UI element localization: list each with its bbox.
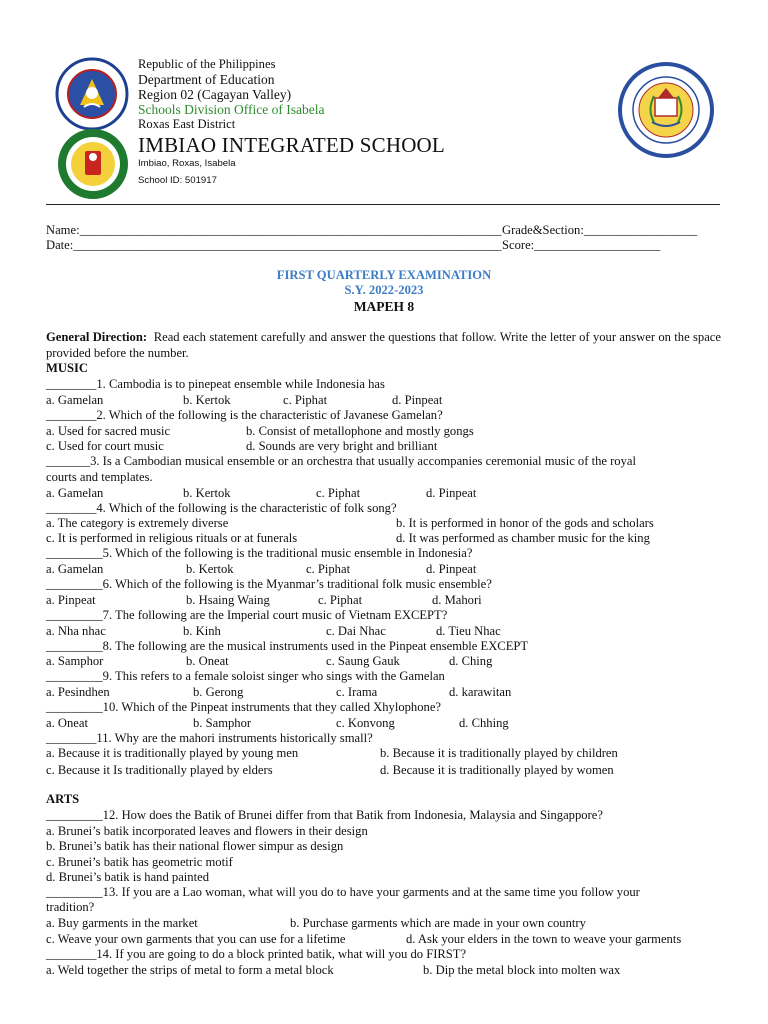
direction-label: General Direction: — [46, 330, 148, 344]
question-9: _________9. This refers to a female soloist singer who sings with the Gamelan — [46, 669, 445, 683]
question-12-choice-c: c. Brunei’s batik has geometric motif — [46, 855, 233, 869]
header-department: Department of Education — [138, 72, 275, 87]
question-1-choice-c: c. Piphat — [283, 393, 328, 407]
question-3: _______3. Is a Cambodian musical ensemble or an orchestra that usually accompanies ceremonial music of the royal — [46, 454, 636, 468]
question-6-choice-a: a. Pinpeat — [46, 593, 96, 607]
question-7: _________7. The following are the Imperial court music of Vietnam EXCEPT? — [46, 608, 448, 622]
question-12: _________12. How does the Batik of Brunei differ from that Batik from Indonesia, Malaysia and Singappore? — [46, 808, 603, 822]
question-11: ________11. Why are the mahori instruments historically small? — [46, 731, 373, 745]
division-seal-logo — [56, 127, 130, 201]
question-2: ________2. Which of the following is the characteristic of Javanese Gamelan? — [46, 408, 443, 422]
question-14-choice-b: b. Dip the metal block into molten wax — [423, 963, 621, 977]
grade-section-field: Grade&Section:__________________ — [502, 223, 698, 237]
question-8-choice-a: a. Samphor — [46, 654, 104, 668]
question-9-choice-c: c. Irama — [336, 685, 378, 699]
question-13-choice-b: b. Purchase garments which are made in your own country — [290, 916, 586, 930]
school-seal-logo — [614, 62, 718, 158]
question-13-choice-a: a. Buy garments in the market — [46, 916, 198, 930]
question-13: _________13. If you are a Lao woman, what will you do to have your garments and at the same time you follow your — [46, 885, 640, 899]
header-republic: Republic of the Philippines — [138, 57, 276, 71]
score-field: Score:____________________ — [502, 238, 661, 252]
question-8-choice-c: c. Saung Gauk — [326, 654, 400, 668]
header-division: Schools Division Office of Isabela — [138, 102, 325, 117]
section-arts: ARTS — [46, 792, 80, 806]
question-7-choice-c: c. Dai Nhac — [326, 624, 386, 638]
question-1: ________1. Cambodia is to pinepeat ensemble while Indonesia has — [46, 377, 385, 391]
question-8: _________8. The following are the musical instruments used in the Pinpeat ensemble EXCEPT — [46, 639, 529, 653]
question-2-choice-b: b. Consist of metallophone and mostly gongs — [246, 424, 474, 438]
question-14: ________14. If you are going to do a block printed batik, what will you do FIRST? — [46, 947, 467, 961]
question-7-choice-b: b. Kinh — [183, 624, 221, 638]
question-13-choice-d: d. Ask your elders in the town to weave your garments — [406, 932, 682, 946]
question-5-choice-a: a. Gamelan — [46, 562, 104, 576]
question-3-continued: courts and templates. — [46, 470, 153, 484]
question-5-choice-b: b. Kertok — [186, 562, 234, 576]
direction-text: Read each statement carefully and answer the questions that follow. Write the letter of your answer on the space provided before the number. — [46, 330, 721, 360]
question-4-choice-c: c. It is performed in religious rituals or at funerals — [46, 531, 298, 545]
question-6-choice-c: c. Piphat — [318, 593, 363, 607]
question-7-choice-a: a. Nha nhac — [46, 624, 106, 638]
school-year: S.Y. 2022-2023 — [344, 283, 424, 297]
question-9-choice-a: a. Pesindhen — [46, 685, 110, 699]
exam-title: FIRST QUARTERLY EXAMINATION — [276, 268, 492, 282]
question-3-choice-a: a. Gamelan — [46, 486, 104, 500]
question-2-choice-a: a. Used for sacred music — [46, 424, 171, 438]
question-8-choice-b: b. Oneat — [186, 654, 229, 668]
question-4-choice-d: d. It was performed as chamber music for the king — [396, 531, 650, 545]
question-1-choice-d: d. Pinpeat — [392, 393, 443, 407]
question-4: ________4. Which of the following is the characteristic of folk song? — [46, 501, 397, 515]
question-10-choice-c: c. Konvong — [336, 716, 395, 730]
question-1-choice-b: b. Kertok — [183, 393, 231, 407]
question-6-choice-b: b. Hsaing Waing — [186, 593, 270, 607]
date-field: Date:____________________________________________________________________ — [46, 238, 502, 252]
question-11-choice-c: c. Because it Is traditionally played by elders — [46, 763, 273, 777]
question-9-choice-d: d. karawitan — [449, 685, 512, 699]
school-name: IMBIAO INTEGRATED SCHOOL — [138, 133, 445, 157]
school-id: School ID: 501917 — [138, 175, 217, 186]
question-4-choice-b: b. It is performed in honor of the gods and scholars — [396, 516, 654, 530]
question-1-choice-a: a. Gamelan — [46, 393, 104, 407]
name-field: Name:___________________________________________________________________ — [46, 223, 502, 237]
question-5: _________5. Which of the following is the traditional music ensemble in Indonesia? — [46, 546, 473, 560]
header-divider — [46, 204, 720, 205]
question-11-choice-b: b. Because it is traditionally played by children — [380, 746, 618, 760]
question-13-continued: tradition? — [46, 900, 95, 914]
subject-title: MAPEH 8 — [353, 299, 415, 314]
question-6: _________6. Which of the following is the Myanmar’s traditional folk music ensemble? — [46, 577, 492, 591]
question-7-choice-d: d. Tieu Nhac — [436, 624, 501, 638]
question-3-choice-d: d. Pinpeat — [426, 486, 477, 500]
school-address: Imbiao, Roxas, Isabela — [138, 158, 236, 169]
question-12-choice-d: d. Brunei’s batik is hand painted — [46, 870, 209, 884]
question-13-choice-c: c. Weave your own garments that you can use for a lifetime — [46, 932, 346, 946]
question-8-choice-d: d. Ching — [449, 654, 493, 668]
question-2-choice-d: d. Sounds are very bright and brilliant — [246, 439, 438, 453]
question-10: _________10. Which of the Pinpeat instruments that they called Xhylophone? — [46, 700, 441, 714]
question-12-choice-b: b. Brunei’s batik has their national flower simpur as design — [46, 839, 344, 853]
deped-seal-logo — [44, 57, 140, 131]
general-direction — [46, 330, 721, 361]
question-5-choice-c: c. Piphat — [306, 562, 351, 576]
question-10-choice-d: d. Chhing — [459, 716, 509, 730]
question-3-choice-b: b. Kertok — [183, 486, 231, 500]
question-4-choice-a: a. The category is extremely diverse — [46, 516, 229, 530]
question-10-choice-a: a. Oneat — [46, 716, 88, 730]
header-district: Roxas East District — [138, 117, 236, 131]
question-12-choice-a: a. Brunei’s batik incorporated leaves and flowers in their design — [46, 824, 368, 838]
question-9-choice-b: b. Gerong — [193, 685, 244, 699]
question-11-choice-d: d. Because it is traditionally played by women — [380, 763, 614, 777]
question-11-choice-a: a. Because it is traditionally played by young men — [46, 746, 299, 760]
header-region: Region 02 (Cagayan Valley) — [138, 87, 292, 102]
section-music: MUSIC — [46, 361, 88, 375]
question-14-choice-a: a. Weld together the strips of metal to form a metal block — [46, 963, 334, 977]
question-10-choice-b: b. Samphor — [193, 716, 252, 730]
question-6-choice-d: d. Mahori — [432, 593, 482, 607]
question-2-choice-c: c. Used for court music — [46, 439, 164, 453]
question-3-choice-c: c. Piphat — [316, 486, 361, 500]
question-5-choice-d: d. Pinpeat — [426, 562, 477, 576]
